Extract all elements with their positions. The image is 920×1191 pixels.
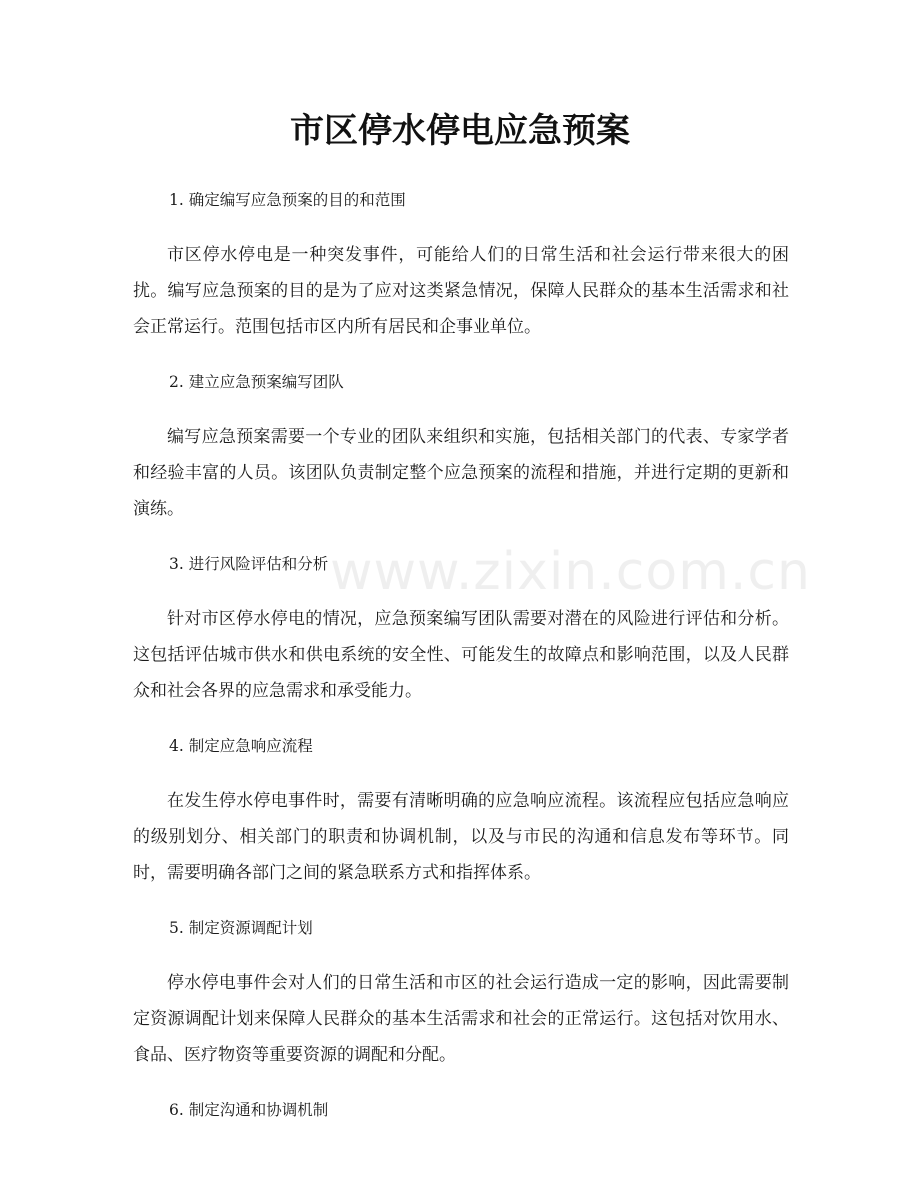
section-heading-2: 2. 建立应急预案编写团队 [169, 373, 344, 391]
section-paragraph-1: 市区停水停电是一种突发事件，可能给人们的日常生活和社会运行带来很大的困扰。编写应急预案的目的是为了应对这类紧急情况，保障人民群众的基本生活需求和社会正常运行。范围包括市区内所有居民和企事业单位。 [133, 245, 789, 337]
document-title: 市区停水停电应急预案 [290, 111, 630, 151]
section-paragraph-3: 针对市区停水停电的情况，应急预案编写团队需要对潜在的风险进行评估和分析。这包括评估城市供水和供电系统的安全性、可能发生的故障点和影响范围，以及人民群众和社会各界的应急需求和承受能力。 [133, 609, 789, 701]
section-heading-4: 4. 制定应急响应流程 [169, 737, 313, 755]
section-paragraph-4: 在发生停水停电事件时，需要有清晰明确的应急响应流程。该流程应包括应急响应的级别划分、相关部门的职责和协调机制，以及与市民的沟通和信息发布等环节。同时，需要明确各部门之间的紧急联系方式和指挥体系。 [133, 791, 789, 883]
section-heading-1: 1. 确定编写应急预案的目的和范围 [169, 191, 406, 209]
document-body [133, 182, 811, 1147]
section-heading-6: 6. 制定沟通和协调机制 [169, 1101, 329, 1119]
section-heading-3: 3. 进行风险评估和分析 [169, 555, 329, 573]
watermark: www.zixin.com.cn [330, 542, 811, 602]
section-paragraph-5: 停水停电事件会对人们的日常生活和市区的社会运行造成一定的影响，因此需要制定资源调配计划来保障人民群众的基本生活需求和社会的正常运行。这包括对饮用水、食品、医疗物资等重要资源的调配和分配。 [133, 973, 789, 1065]
section-paragraph-2: 编写应急预案需要一个专业的团队来组织和实施，包括相关部门的代表、专家学者和经验丰富的人员。该团队负责制定整个应急预案的流程和措施，并进行定期的更新和演练。 [133, 427, 789, 519]
section-heading-5: 5. 制定资源调配计划 [169, 919, 313, 937]
